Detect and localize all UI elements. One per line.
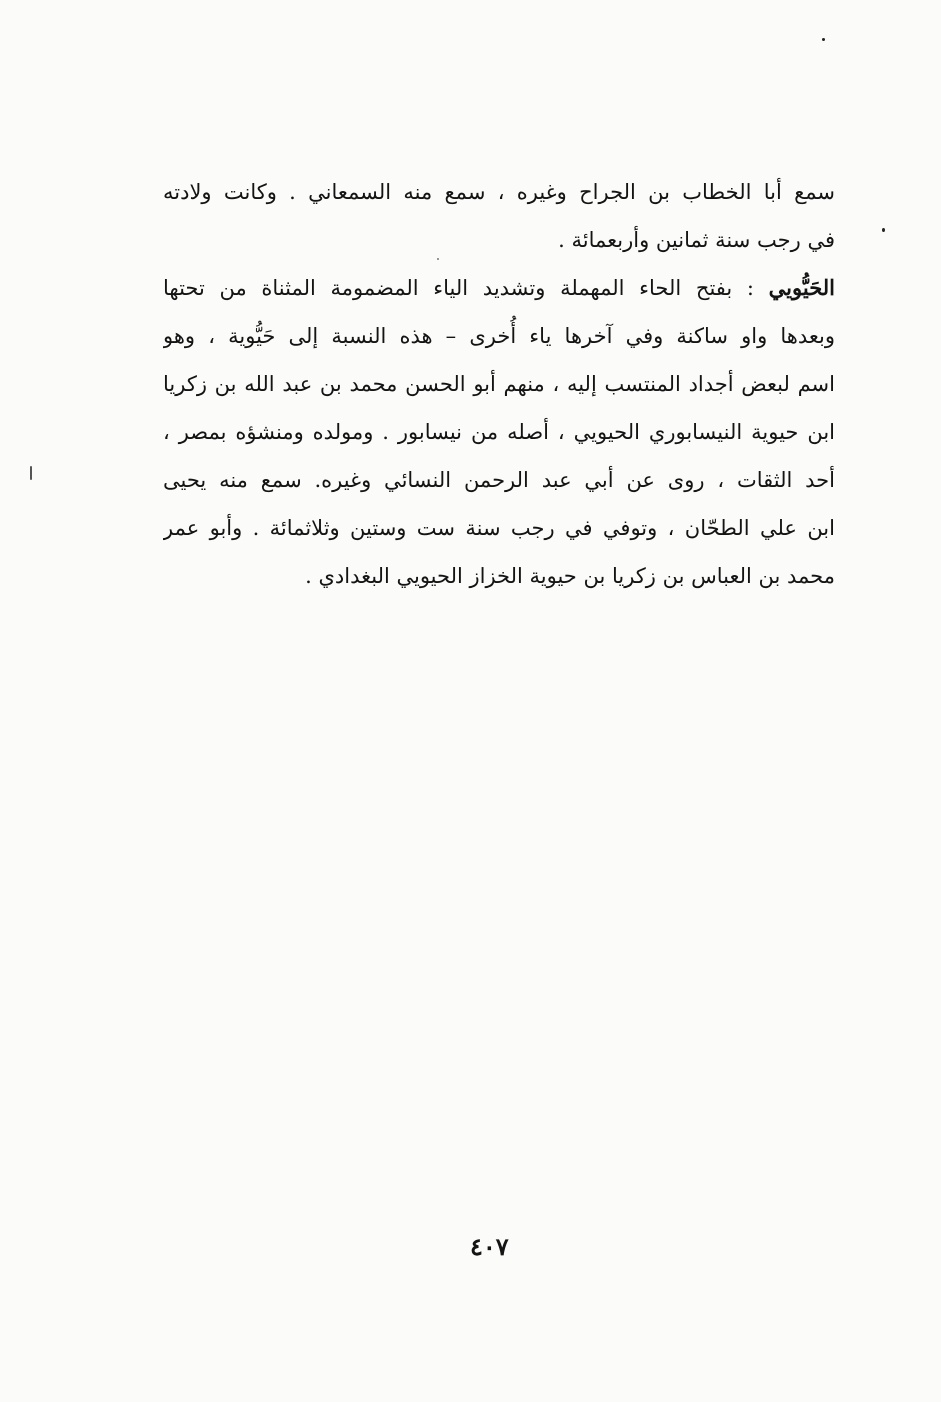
text-line: محمد بن العباس بن زكريا بن حيوية الخزاز الحيويي البغدادي . — [305, 564, 835, 588]
scan-speck — [30, 466, 32, 480]
page-body-text — [163, 168, 835, 600]
scan-speck — [882, 228, 885, 232]
text-line: في رجب سنة ثمانين وأربعمائة . — [558, 228, 835, 252]
entry-first-line — [163, 264, 835, 312]
text-line: ابن علي الطحّان ، وتوفي في رجب سنة ست وستين وثلاثمائة . وأبو عمر — [163, 516, 835, 540]
entry-definition-start: : بفتح الحاء المهملة وتشديد الياء المضمومة المثناة من تحتها — [163, 276, 769, 300]
scan-speck — [822, 38, 825, 41]
text-line: سمع أبا الخطاب بن الجراح وغيره ، سمع منه السمعاني . وكانت ولادته — [163, 180, 835, 204]
text-line: وبعدها واو ساكنة وفي آخرها ياء أُخرى – هذه النسبة إلى حَيُّوية ، وهو — [163, 324, 835, 348]
text-line: ابن حيوية النيسابوري الحيويي ، أصله من نيسابور . ومولده ومنشؤه بمصر ، — [163, 420, 835, 444]
scan-speck — [437, 258, 439, 260]
text-line: أحد الثقات ، روى عن أبي عبد الرحمن النسائي وغيره. سمع منه يحيى — [163, 468, 835, 492]
page-number: ٤٠٧ — [470, 1232, 509, 1261]
entry-headword: الحَيُّويي — [768, 275, 835, 300]
text-line: اسم لبعض أجداد المنتسب إليه ، منهم أبو الحسن محمد بن عبد الله بن زكريا — [163, 372, 835, 396]
